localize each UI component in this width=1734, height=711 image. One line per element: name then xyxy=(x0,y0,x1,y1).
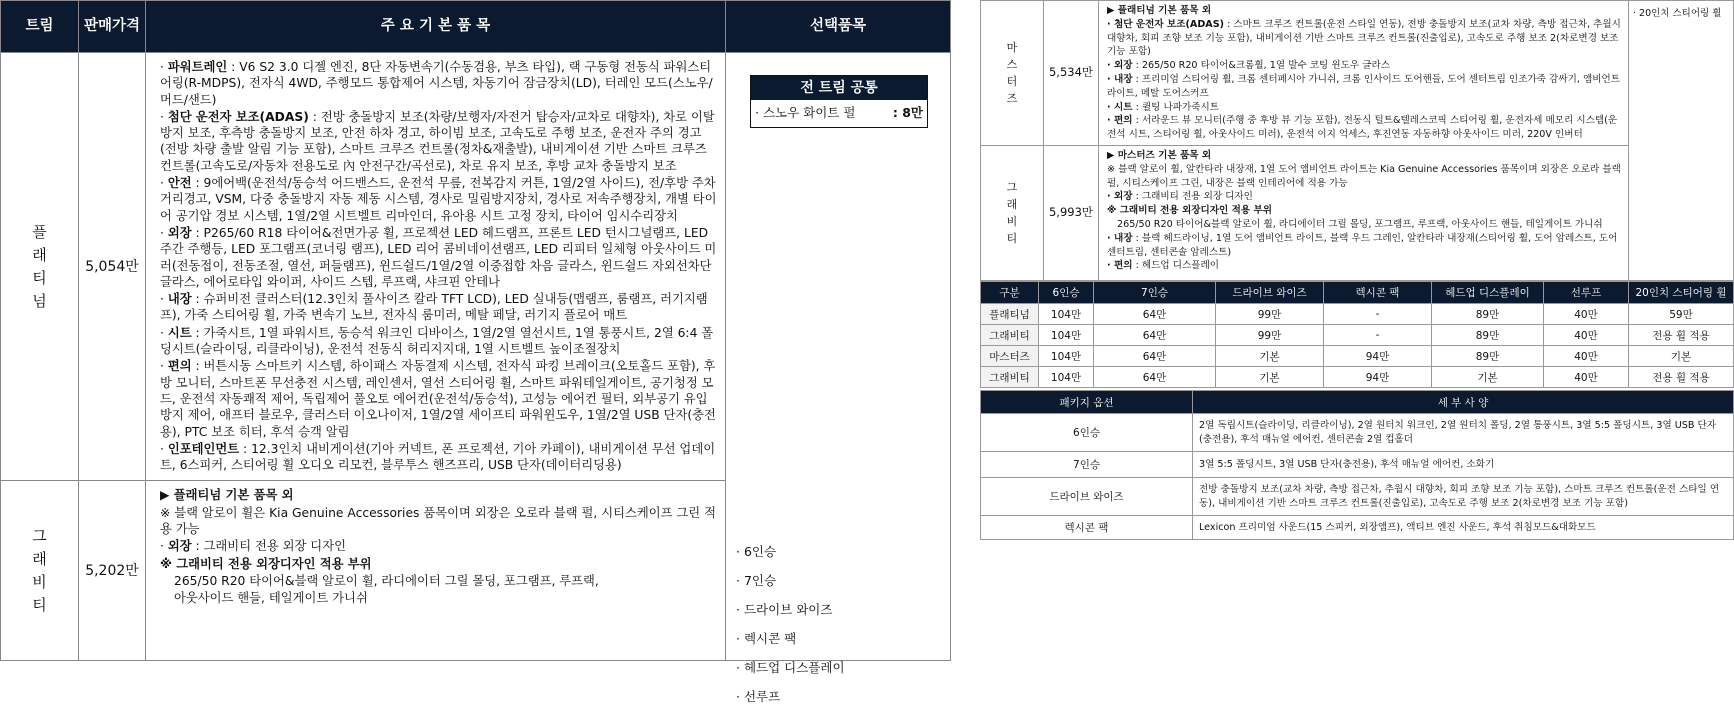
header-options: 선택품목 xyxy=(726,1,951,53)
grid-cell: 89만 xyxy=(1432,325,1544,346)
package-desc: 전방 충돌방지 보조(교차 차량, 측방 접근차, 추월시 대향차, 회피 조향 보조 기능 포함), 스마트 크루즈 컨트롤(운전 스타일 연동), 내비게이션 기반 스마트 크루즈 컨트롤(진출입로), 고속도로 주행 보조 2(차로변경 보조 기능 포함) xyxy=(1193,478,1734,516)
trim-name: 그래비티 xyxy=(1006,181,1018,245)
grid-cell: 그래비티 xyxy=(981,367,1039,388)
grid-cell: 94만 xyxy=(1324,346,1432,367)
grid-header: 20인치 스티어링 휠 xyxy=(1629,282,1734,304)
gravity-accessory-note: ※ 블랙 알로이 휠은 Kia Genuine Accessories 품목이며 외장은 오로라 블랙 펄, 시티스케이프 그린 적용 가능 xyxy=(160,505,716,537)
grid-cell: 플래티넘 xyxy=(981,304,1039,325)
options-column xyxy=(726,53,951,704)
price-masters: 5,534만 xyxy=(1044,1,1099,146)
grid-cell: 64만 xyxy=(1094,304,1216,325)
grid-cell: 99만 xyxy=(1216,304,1324,325)
common-option-item: · 스노우 화이트 펄 : 8만 xyxy=(755,105,923,121)
grid-cell: 기본 xyxy=(1432,367,1544,388)
grid-cell: 전용 휠 적용 xyxy=(1629,367,1734,388)
price-platinum: 5,054만 xyxy=(79,53,146,481)
trim-name: 그래비티 xyxy=(32,526,47,614)
grid-cell: - xyxy=(1324,325,1432,346)
grid-cell: 기본 xyxy=(1629,346,1734,367)
option-item: · 렉시콘 팩 xyxy=(736,631,797,646)
table-row xyxy=(981,304,1734,325)
table-row xyxy=(981,478,1734,516)
grid-header: 7인승 xyxy=(1094,282,1216,304)
trim-name: 마스터즈 xyxy=(1006,41,1018,105)
grid-header: 선루프 xyxy=(1544,282,1629,304)
feature-adas: · 첨단 운전자 보조(ADAS) : 전방 충돌방지 보조(차량/보행자/자전거 탑승자/교차로 대향차), 차로 이탈방지 보조, 후측방 충돌방지 보조, 안전 하차 경고, 하이빔 보조, 고속도로 주행 보조, 운전자 주의 경고(전방 차량 출발 알림 기능 포함), 스마트 크루즈 컨트롤(정차&재출발), 내비게이션 기반 스마트 크루즈 컨트롤(고속도로/자동차 전용도로 內 안전구간/곡선로), 차로 유지 보조, 후방 교차 충돌방지 보조 xyxy=(160,109,715,173)
grid-cell: 기본 xyxy=(1216,367,1324,388)
feature-line: · 편의 : 서라운드 뷰 모니터(주행 중 후방 뷰 기능 포함), 전동식 틸트&텔레스코픽 스티어링 휠, 운전자세 메모리 시스템(운전석 시트, 스티어링 휠, 아웃사이드 미러), 운전석 이지 억세스, 후진연동 자동하향 아웃사이드 미러, 220V 인버터 xyxy=(1107,115,1618,141)
common-option-box xyxy=(750,75,928,128)
feature-line: · 내장 : 프리미엄 스티어링 휠, 크롬 센터페시아 가니쉬, 크롬 인사이드 도어핸들, 도어 센터트림 인조가죽 감싸기, 앰비언트 라이트, 메탈 도어스커프 xyxy=(1107,73,1621,99)
grid-cell: 40만 xyxy=(1544,346,1629,367)
trim-name: 플래티넘 xyxy=(32,222,47,310)
package-desc: 2열 독립시트(슬라이딩, 리클라이닝), 2열 원터치 워크인, 2열 원터치 폴딩, 2열 통풍시트, 3열 5:5 폴딩시트, 3열 USB 단자(충전용), 후석 매뉴얼 에어컨, 센터콘솔 2열 컵홀더 xyxy=(1193,414,1734,452)
option-item: · 선루프 xyxy=(736,689,781,704)
grid-cell: 64만 xyxy=(1094,346,1216,367)
feature-infotainment: · 인포테인먼트 : 12.3인치 내비게이션(기아 커넥트, 폰 프로젝션, 기아 카페이), 내비게이션 무선 업데이트, 6스피커, 스티어링 휠 오디오 리모컨, 블루투스 핸즈프리, USB 단자(데이터리딩용) xyxy=(160,441,716,473)
trim-gravity xyxy=(1,481,79,661)
package-name: 렉시콘 팩 xyxy=(981,516,1193,540)
grid-header: 헤드업 디스플레이 xyxy=(1432,282,1544,304)
price-gravity: 5,202만 xyxy=(79,481,146,661)
table-row xyxy=(981,367,1734,388)
option-item: · 드라이브 와이즈 xyxy=(736,602,833,617)
package-name: 6인승 xyxy=(981,414,1193,452)
option-item: · 6인승 xyxy=(736,544,777,559)
features-platinum xyxy=(146,53,726,481)
gravity-sub-line: 265/50 R20 타이어&블랙 알로이 휠, 라디에이터 그릴 몰딩, 포그램프, 루프랙, xyxy=(174,573,599,588)
feature-line: · 외장 : 265/50 R20 타이어&크롬휠, 1열 발수 코팅 윈도우 글라스 xyxy=(1107,60,1391,72)
grid-cell: 40만 xyxy=(1544,304,1629,325)
feature-seat: · 시트 : 가죽시트, 1열 파워시트, 동승석 워크인 디바이스, 1열/2열 열선시트, 1열 통풍시트, 2열 6:4 폴딩시트(슬라이딩, 리클라이닝), 운전석 전동식 허리지지대, 1열 시트벨트 높이조절장치 xyxy=(160,325,714,357)
option-list xyxy=(736,537,845,711)
feature-safety: · 안전 : 9에어백(운전석/동승석 어드밴스드, 운전석 무릎, 전복감지 커튼, 1열/2열 사이드), 전/후방 주차 거리경고, VSM, 다중 충돌방지 자동 제동 시스템, 경사로 밀림방지장치, 경사로 저속주행장치, 개별 타이어 공기압 경보 시스템, 1열/2열 시트벨트 리마인더, 유아용 시트 고정 장치, 타이어 임시수리장치 xyxy=(160,176,717,223)
trim-masters xyxy=(981,1,1044,146)
grid-header: 드라이브 와이즈 xyxy=(1216,282,1324,304)
grid-cell: 104만 xyxy=(1039,304,1094,325)
package-desc: 3열 5:5 폴딩시트, 3열 USB 단자(충전용), 후석 매뉴얼 에어컨, 소화기 xyxy=(1193,452,1734,478)
feature-line: ▶ 마스터즈 기본 품목 외 xyxy=(1107,150,1212,161)
option-item: · 20인치 스티어링 휠 xyxy=(1633,8,1722,19)
grid-cell: 99만 xyxy=(1216,325,1324,346)
grid-cell: 마스터즈 xyxy=(981,346,1039,367)
grid-cell: 104만 xyxy=(1039,325,1094,346)
grid-cell: 94만 xyxy=(1324,367,1432,388)
package-name: 7인승 xyxy=(981,452,1193,478)
grid-cell: 89만 xyxy=(1432,346,1544,367)
package-name: 드라이브 와이즈 xyxy=(981,478,1193,516)
grid-cell: 104만 xyxy=(1039,367,1094,388)
trim-gravity-right xyxy=(981,146,1044,281)
price-table-right-page xyxy=(980,0,1733,575)
features-masters xyxy=(1099,1,1629,146)
table-row xyxy=(981,516,1734,540)
table-row xyxy=(981,414,1734,452)
gravity-title: ▶ 플래티넘 기본 품목 외 xyxy=(160,488,294,503)
grid-cell: 59만 xyxy=(1629,304,1734,325)
common-option-title: 전 트림 공통 xyxy=(751,76,927,100)
price-gravity-right: 5,993만 xyxy=(1044,146,1099,281)
trim-platinum xyxy=(1,53,79,481)
feature-line: · 편의 : 헤드업 디스플레이 xyxy=(1107,260,1220,272)
feature-line: ▶ 플래티넘 기본 품목 외 xyxy=(1107,5,1212,16)
table-row xyxy=(981,325,1734,346)
feature-line: · 첨단 운전자 보조(ADAS) : 스마트 크루즈 컨트롤(운전 스타일 연동), 전방 충돌방지 보조(교차 차량, 측방 접근차, 추월시 대향차, 회피 조향 보조 기능 포함), 내비게이션 기반 스마트 크루즈 컨트롤(진출입로), 고속도로 주행 보조 2(차로변경 보조 기능 포함) xyxy=(1107,18,1621,58)
feature-line: · 외장 : 그래비티 전용 외장 디자인 xyxy=(1107,191,1253,203)
grid-cell: 64만 xyxy=(1094,367,1216,388)
package-option-table xyxy=(980,390,1734,540)
features-gravity xyxy=(146,481,726,661)
right-option-column xyxy=(1629,1,1734,281)
grid-cell: 40만 xyxy=(1544,367,1629,388)
grid-cell: 89만 xyxy=(1432,304,1544,325)
option-price-grid xyxy=(980,281,1734,388)
feature-line: · 내장 : 블랙 헤드라이닝, 1열 도어 앰비언트 라이트, 블랙 우드 그레인, 알칸타라 내장재(스티어링 휠, 도어 암레스트, 도어 센터트림, 센터콘솔 암레스트) xyxy=(1107,232,1618,258)
header-trim: 트림 xyxy=(1,1,79,53)
grid-cell: 전용 휠 적용 xyxy=(1629,325,1734,346)
grid-cell: 40만 xyxy=(1544,325,1629,346)
feature-exterior: · 외장 : P265/60 R18 타이어&전면가공 휠, 프로젝션 LED 헤드램프, 프론트 LED 턴시그널램프, LED 주간 주행등, LED 포그램프(코너링 램프), LED 리어 콤비네이션램프, LED 리피터 일체형 아웃사이드 미러(전동접이, 전동조절, 열선, 퍼들램프), 윈드쉴드/1열/2열 이중접합 차음 글라스, 윈드쉴드 자외선차단 글라스, 에어로타입 와이퍼, 사이드 스텝, 루프랙, 샤크핀 안테나 xyxy=(160,225,717,289)
table-row xyxy=(981,346,1734,367)
grid-header: 렉시콘 팩 xyxy=(1324,282,1432,304)
header-features: 주 요 기 본 품 목 xyxy=(146,1,726,53)
grid-header: 구분 xyxy=(981,282,1039,304)
gravity-sub-title: ※ 그래비티 전용 외장디자인 적용 부위 xyxy=(160,556,372,571)
package-header: 패키지 옵션 xyxy=(981,391,1193,414)
gravity-sub-line: 아웃사이드 핸들, 테일게이트 가니쉬 xyxy=(174,591,368,606)
feature-powertrain: · 파워트레인 : V6 S2 3.0 디젤 엔진, 8단 자동변속기(수동겸용, 부츠 타입), 랙 구동형 전동식 파워스티어링(R-MDPS), 전자식 4WD, 주행모드 통합제어 시스템, 차동기어 잠금장치(LD), 터레인 모드(스노우/머드/샌드) xyxy=(160,60,713,107)
features-gravity-right xyxy=(1099,146,1629,281)
option-item: · 7인승 xyxy=(736,573,777,588)
grid-header: 6인승 xyxy=(1039,282,1094,304)
feature-interior: · 내장 : 슈퍼비전 클러스터(12.3인치 풀사이즈 칼라 TFT LCD), LED 실내등(맵램프, 룸램프, 러기지램프), 가죽 스티어링 휠, 가죽 변속기 노브, 전자식 룸미러, 메탈 페달, 러기지 플로어 매트 xyxy=(160,292,708,323)
grid-cell: 104만 xyxy=(1039,346,1094,367)
feature-line: · 시트 : 퀼팅 나파가죽시트 xyxy=(1107,101,1220,113)
grid-cell: - xyxy=(1324,304,1432,325)
upper-trim-table xyxy=(980,0,1734,281)
package-desc: Lexicon 프리미엄 사운드(15 스피커, 외장앰프), 액티브 엔진 사운드, 후석 취침모드&대화모드 xyxy=(1193,516,1734,540)
option-item: · 헤드업 디스플레이 xyxy=(736,660,845,675)
grid-cell: 64만 xyxy=(1094,325,1216,346)
package-header: 세 부 사 양 xyxy=(1193,391,1734,414)
grid-cell: 그래비티 xyxy=(981,325,1039,346)
feature-line: 265/50 R20 타이어&블랙 알로이 휠, 라디에이터 그릴 몰딩, 포그램프, 루프랙, 아웃사이드 핸들, 테일게이트 가니쉬 xyxy=(1117,218,1603,230)
feature-convenience: · 편의 : 버튼시동 스마트키 시스템, 하이패스 자동결제 시스템, 전자식 파킹 브레이크(오토홀드 포함), 후방 모니터, 스마트폰 무선충전 시스템, 레인센서, 열선 스티어링 휠, 스마트 파워테일게이트, 공기청정 모드, 운전석 자동쾌적 제어, 독립제어 풀오토 에어컨(운전석/동승석), 고성능 에어컨 필터, 외부공기 유입방지 제어, 애프터 블로우, 클러스터 이오나이저, 1열/2열 세이프티 파워윈도우, 1열/2열 USB 단자(충전용), PTC 보조 히터, 후석 승객 알림 xyxy=(160,359,716,439)
table-row xyxy=(981,452,1734,478)
feature-line: ※ 그래비티 전용 외장디자인 적용 부위 xyxy=(1107,205,1273,217)
grid-cell: 기본 xyxy=(1216,346,1324,367)
feature-line: ※ 블랙 알로이 휠, 알칸타라 내장재, 1열 도어 앰비언트 라이트는 Kia Genuine Accessories 품목이며 외장은 오로라 블랙 펄, 시티스케이프 그린, 내장은 블랙 인테리어에 적용 가능 xyxy=(1107,163,1621,189)
header-price: 판매가격 xyxy=(79,1,146,53)
gravity-exterior: · 외장 : 그래비티 전용 외장 디자인 xyxy=(160,539,346,554)
